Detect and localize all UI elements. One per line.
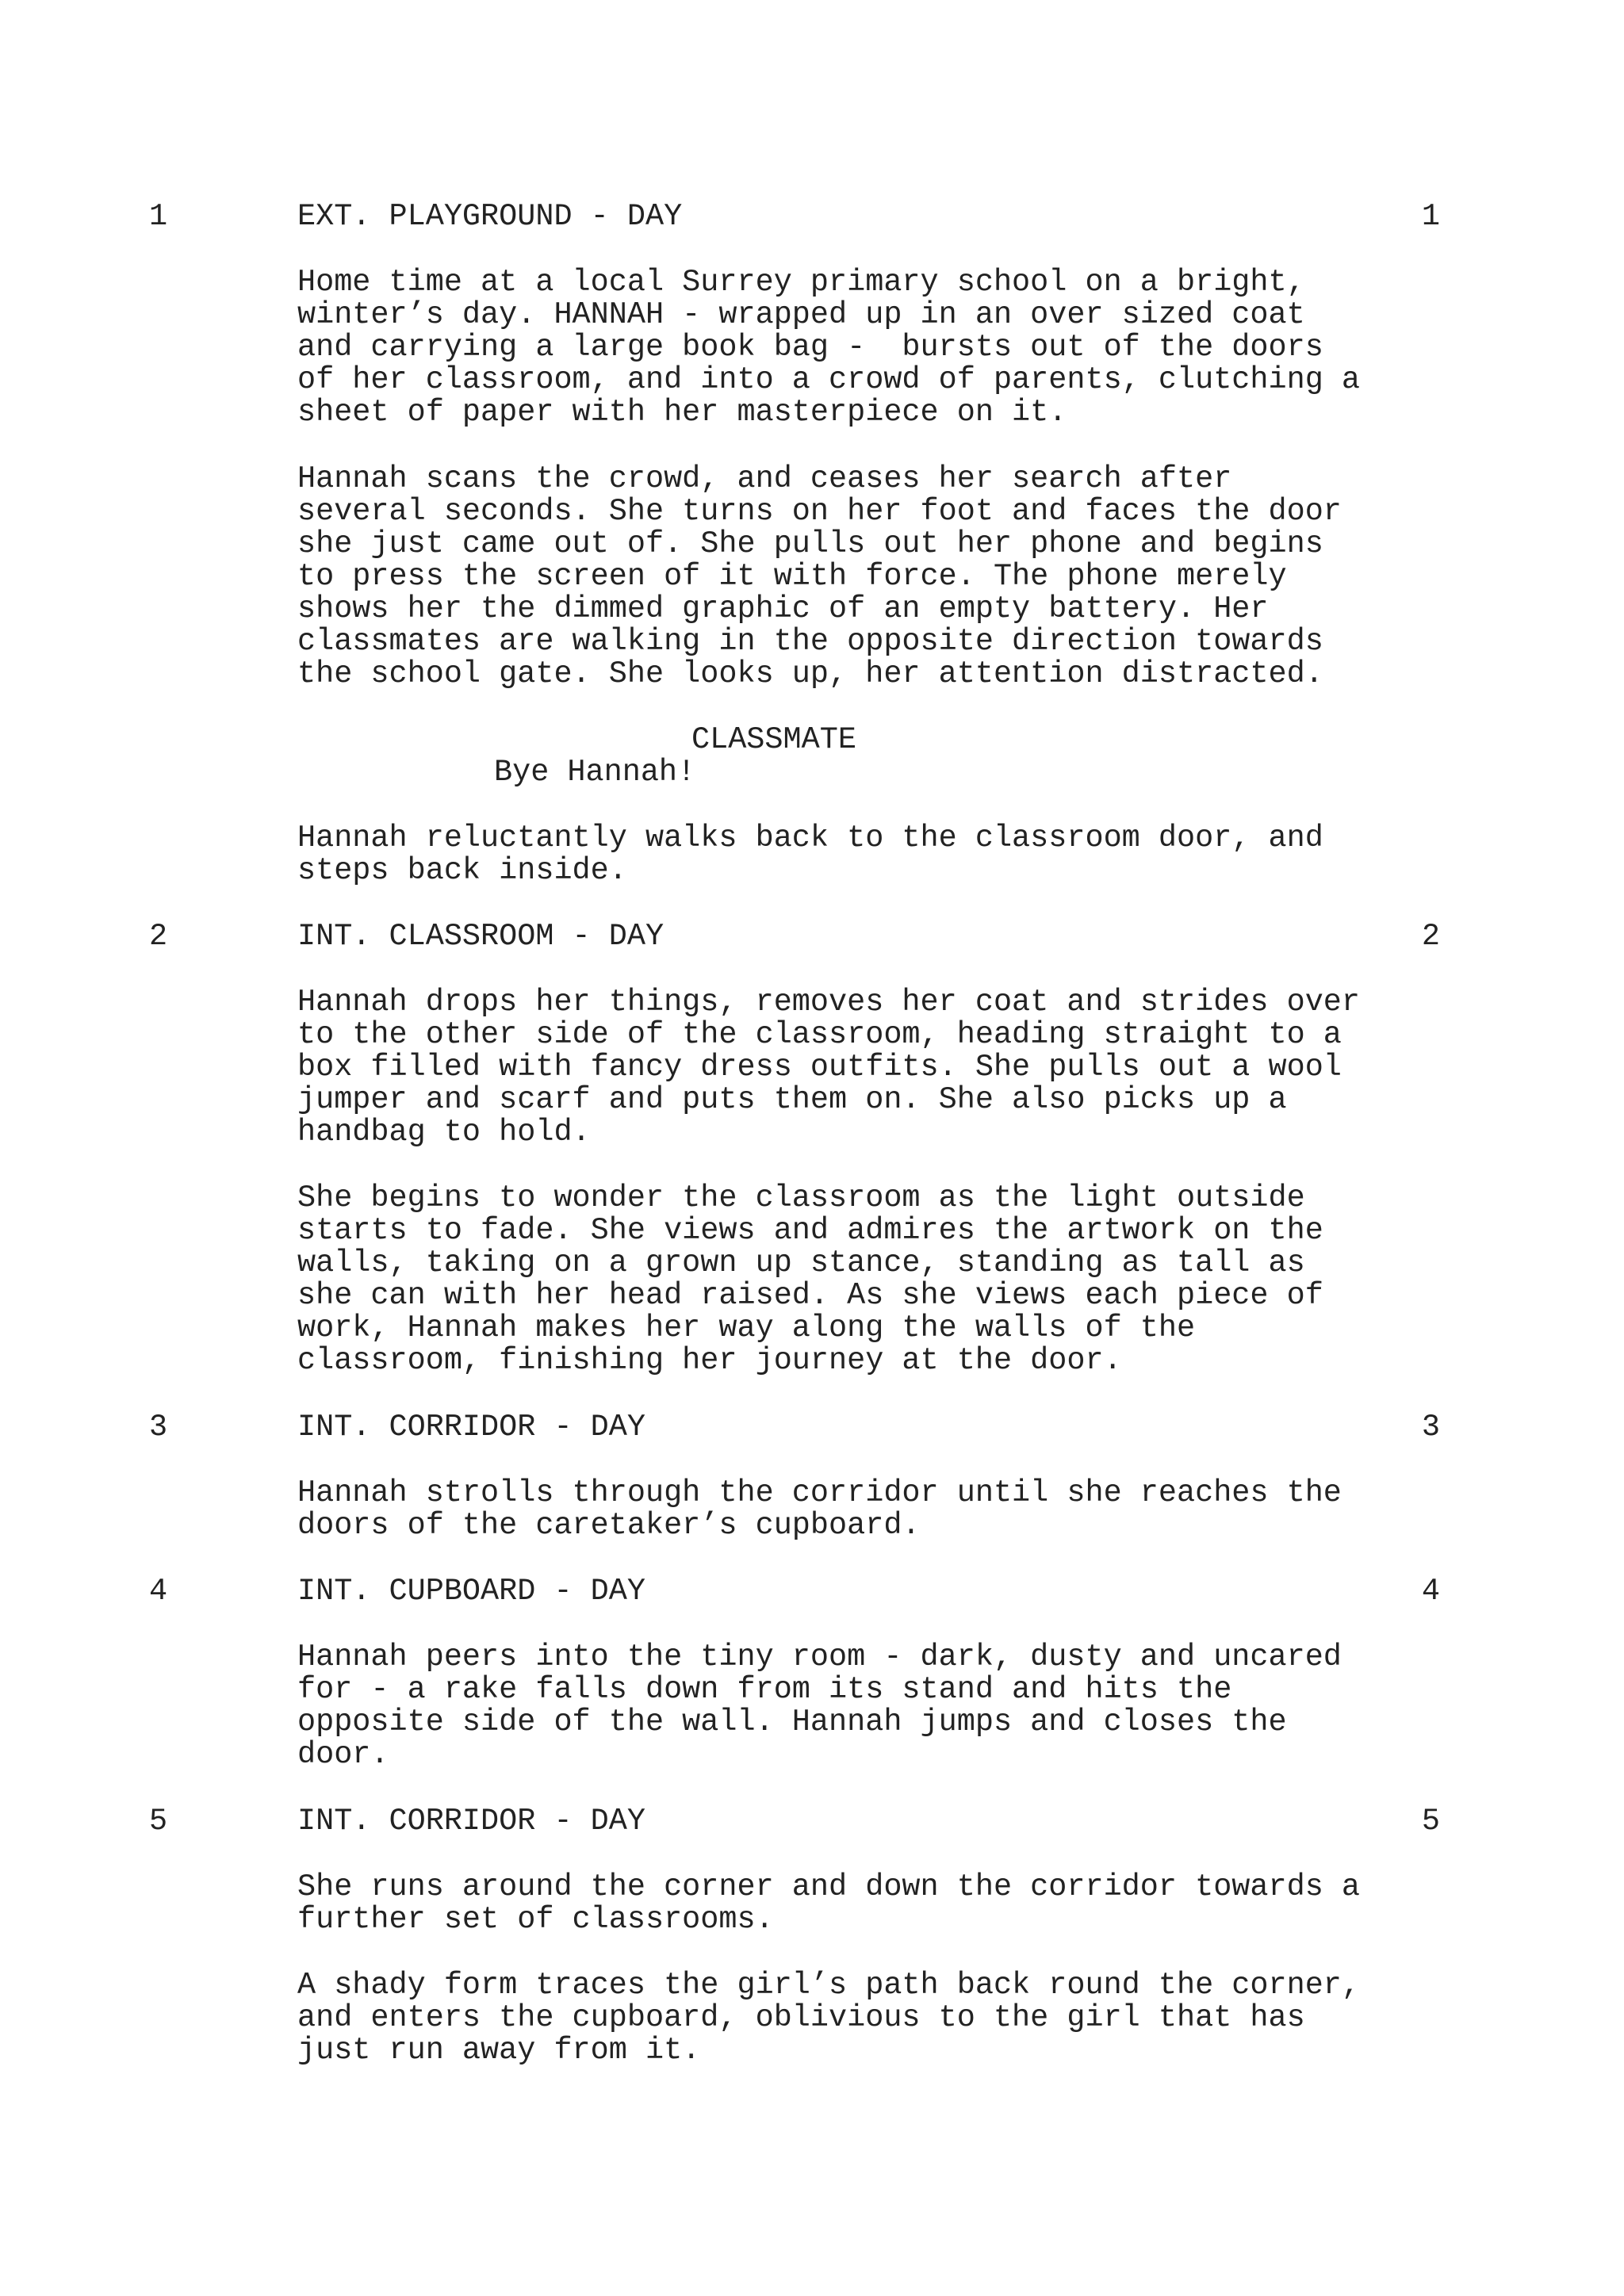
action-line: Hannah peers into the tiny room - dark, dusty and uncared (297, 1640, 1342, 1674)
action-line: Hannah strolls through the corridor until she reaches the (297, 1475, 1342, 1510)
action-line: A shady form traces the girl’s path back round the corner, (297, 1968, 1361, 2003)
action-line: Hannah scans the crowd, and ceases her search after (297, 461, 1232, 496)
action-line: doors of the caretaker’s cupboard. (297, 1508, 921, 1543)
action-line: sheet of paper with her masterpiece on it. (297, 395, 1067, 430)
action-line: she can with her head raised. As she views each piece of (297, 1278, 1323, 1313)
scene-number-left: 5 (149, 1804, 168, 1839)
action-line: Hannah reluctantly walks back to the classroom door, and (297, 821, 1323, 855)
scene-number-right: 2 (1421, 919, 1440, 954)
action-line: she just came out of. She pulls out her phone and begins (297, 526, 1323, 561)
action-line: jumper and scarf and puts them on. She also picks up a (297, 1082, 1287, 1117)
scene-number-right: 3 (1421, 1410, 1440, 1445)
scene-number-left: 2 (149, 919, 168, 954)
action-line: just run away from it. (297, 2033, 701, 2068)
scene-number-left: 1 (149, 199, 168, 234)
action-line: classroom, finishing her journey at the door. (297, 1343, 1122, 1378)
scene-heading: INT. CORRIDOR - DAY (297, 1804, 645, 1839)
action-line: further set of classrooms. (297, 1902, 774, 1937)
action-line: to the other side of the classroom, heading straight to a (297, 1017, 1342, 1052)
action-line: handbag to hold. (297, 1115, 591, 1150)
dialogue-line: Bye Hannah! (494, 755, 696, 790)
scene-number-left: 4 (149, 1574, 168, 1609)
scene-number-left: 3 (149, 1410, 168, 1445)
action-line: steps back inside. (297, 853, 627, 888)
action-line: Home time at a local Surrey primary school on a bright, (297, 265, 1305, 300)
scene-heading: INT. CUPBOARD - DAY (297, 1574, 645, 1609)
action-line: box filled with fancy dress outfits. She pulls out a wool (297, 1050, 1342, 1085)
action-line: for - a rake falls down from its stand and hits the (297, 1672, 1232, 1707)
character-name: CLASSMATE (691, 722, 856, 757)
scene-heading: EXT. PLAYGROUND - DAY (297, 199, 683, 234)
action-line: several seconds. She turns on her foot and faces the door (297, 494, 1342, 529)
action-line: door. (297, 1737, 389, 1772)
action-line: the school gate. She looks up, her attention distracted. (297, 656, 1323, 691)
scene-number-right: 5 (1421, 1804, 1440, 1839)
action-line: walls, taking on a grown up stance, standing as tall as (297, 1246, 1305, 1280)
action-line: Hannah drops her things, removes her coat and strides over (297, 985, 1361, 1020)
action-line: to press the screen of it with force. The phone merely (297, 559, 1287, 594)
action-line: work, Hannah makes her way along the walls of the (297, 1311, 1196, 1345)
scene-heading: INT. CORRIDOR - DAY (297, 1410, 645, 1445)
scene-number-right: 4 (1421, 1574, 1440, 1609)
action-line: winter’s day. HANNAH - wrapped up in an over sized coat (297, 297, 1305, 332)
scene-heading: INT. CLASSROOM - DAY (297, 919, 665, 954)
action-line: starts to fade. She views and admires the artwork on the (297, 1213, 1323, 1248)
action-line: classmates are walking in the opposite direction towards (297, 624, 1323, 659)
action-line: shows her the dimmed graphic of an empty battery. Her (297, 591, 1269, 626)
action-line: She runs around the corner and down the corridor towards a (297, 1869, 1361, 1904)
scene-number-right: 1 (1421, 199, 1440, 234)
action-line: and enters the cupboard, oblivious to the girl that has (297, 2000, 1305, 2035)
action-line: opposite side of the wall. Hannah jumps and closes the (297, 1705, 1287, 1739)
action-line: and carrying a large book bag - bursts out of the doors (297, 330, 1323, 365)
action-line: of her classroom, and into a crowd of parents, clutching a (297, 362, 1361, 397)
action-line: She begins to wonder the classroom as the light outside (297, 1181, 1305, 1215)
